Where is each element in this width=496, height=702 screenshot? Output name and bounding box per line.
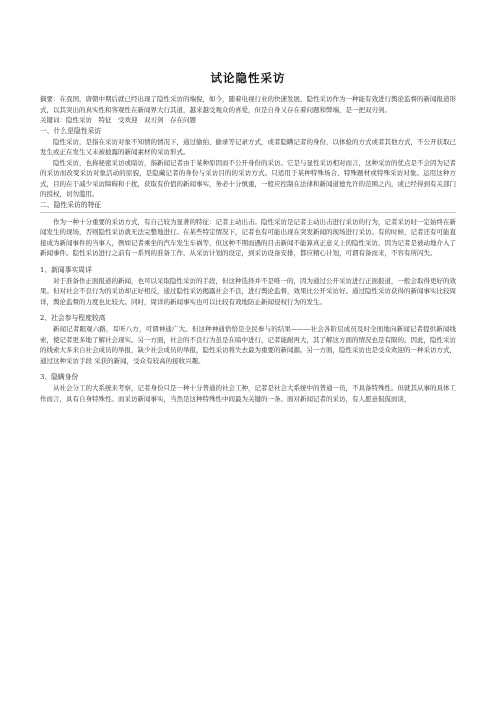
- subsection-1-heading: 1、新闻事实周详: [40, 265, 92, 274]
- section-1-heading: 一、什么是隐性采访: [40, 126, 102, 135]
- subsection-2-heading: 2、社会参与程度较高: [40, 314, 106, 322]
- section-divider: [40, 212, 456, 213]
- subsection-3-paragraph: 从社会分工的大系统来考察，记者身份只是一种十分普通的社会工种，记者是社会大系统中的普通一员，不具备特殊性。但就其从事的具体工作而言，具有自身特殊性。而采访新闻事实，当然是这种特殊性中间最为关键的一条。面对新闻记者的采访，有人愿意侃侃而谈，: [40, 384, 456, 403]
- section-2-paragraph-1: 作为一种十分重要的采访方式，有自己较为显著的特征：记者主动出击。隐性采访是记者主动出击进行采访的行为，记者采访时一定始终在新闻发生的现场，否则隐性采访就无法完整地进行。在某些特定情况下，记者也有可能出现在突发新闻的现场进行采访。有的时候，记者还有可能直接成为新闻事件的当事人，例如记者乘坐的汽车发生车祸等，但这种不期而遇的目击新闻不能算真正意义上的隐性采访，因为记者是被动地介入了新闻事件。隐性采访进行之前有一系列的准备工作，从采访计划的设定，到采访设备安排，都应精心计划，可谓有备而来，不容有所闪失。: [40, 217, 456, 257]
- document-title: 试论隐性采访: [210, 71, 286, 85]
- section-1-paragraph-1: 隐性采访，是指在采访对象不知情的情况下，通过偷拍、偷录等记录方式，或者隐瞒记者的身份，以体验的方式或者其他方式，不公开获取已发生或正在发生又未被披露的新闻素材的采访形式。: [40, 137, 456, 156]
- subsection-1-paragraph: 对于准备作正面报道的新闻，也可以采取隐性采访的手段，但这种选择并不是唯一的，因为通过公开采访进行正面报道，一般会取得更好的效果。但对社会不良行为的采访却正好相反，通过隐性采访揭露社会不良，进行舆论监督，效果比公开采访好。通过隐性采访获得的新闻事实比较周详，舆论监督的力度也比较大。同时，周详的新闻事实也可以比较有效地防止新闻侵权行为的发生。: [40, 276, 456, 306]
- section-2-heading: 二、隐性采访的特征: [40, 200, 102, 209]
- subsection-3-heading: 3、隐瞒身份: [40, 373, 79, 381]
- section-1-paragraph-2: 隐性采访，也称秘密采访或暗访，指新闻记者由于某种原因而不公开身份的采访。它是与显性采访相对而言，这种采访的优点是不会因为记者的采访而改变采访对象活动的原貌，是隐藏记者的身份与采访目的的采访方式。只适用于某种特殊场合、特殊题材或特殊采访对象。运用这种方式，目的在于减少采访障碍和干扰，获取有价值的新闻事实，务必十分慎重，一般应控制在法律和新闻道德允许的范围之内，或已经得到有关部门的授权，切勿滥用。: [40, 158, 456, 198]
- keywords-line: 关键词：隐性采访 特征 受欢迎 双刃剑 存在问题: [40, 116, 196, 124]
- abstract-paragraph: 摘要：在我国，唐朝中期后就已经出现了隐性采访的端倪，如今，随着电视行业的快速发展，隐性采访作为一种能有效进行舆论监督的新闻报道形式，以其突出的真实性和客观性在新闻界大行其道，越来越受观众的喜爱，但是自身又存在着问题和弊端，是一把双刃剑。: [40, 95, 456, 114]
- subsection-2-paragraph: 新闻记者眼观六路，耳听八方，可谓神通广大。但这种神通恰恰是全民参与的结果———社会各阶层成员及时全面地向新闻记者提供新闻线索，使记者更多地了解社会现实。另一方面，社会的不良行为虽是在暗中进行，记者能耐再大，其了解这方面的情况也是有限的。因此，隐性采访的线索大多来自社会成员的举报，缺少社会成员的举报，隐性采访将失去最为重要的新闻源。另一方面，隐性采访也是受众欢迎的一种采访方式，通过这种采访手段 采获的新闻，受众有较高的接收兴趣。: [40, 325, 456, 365]
